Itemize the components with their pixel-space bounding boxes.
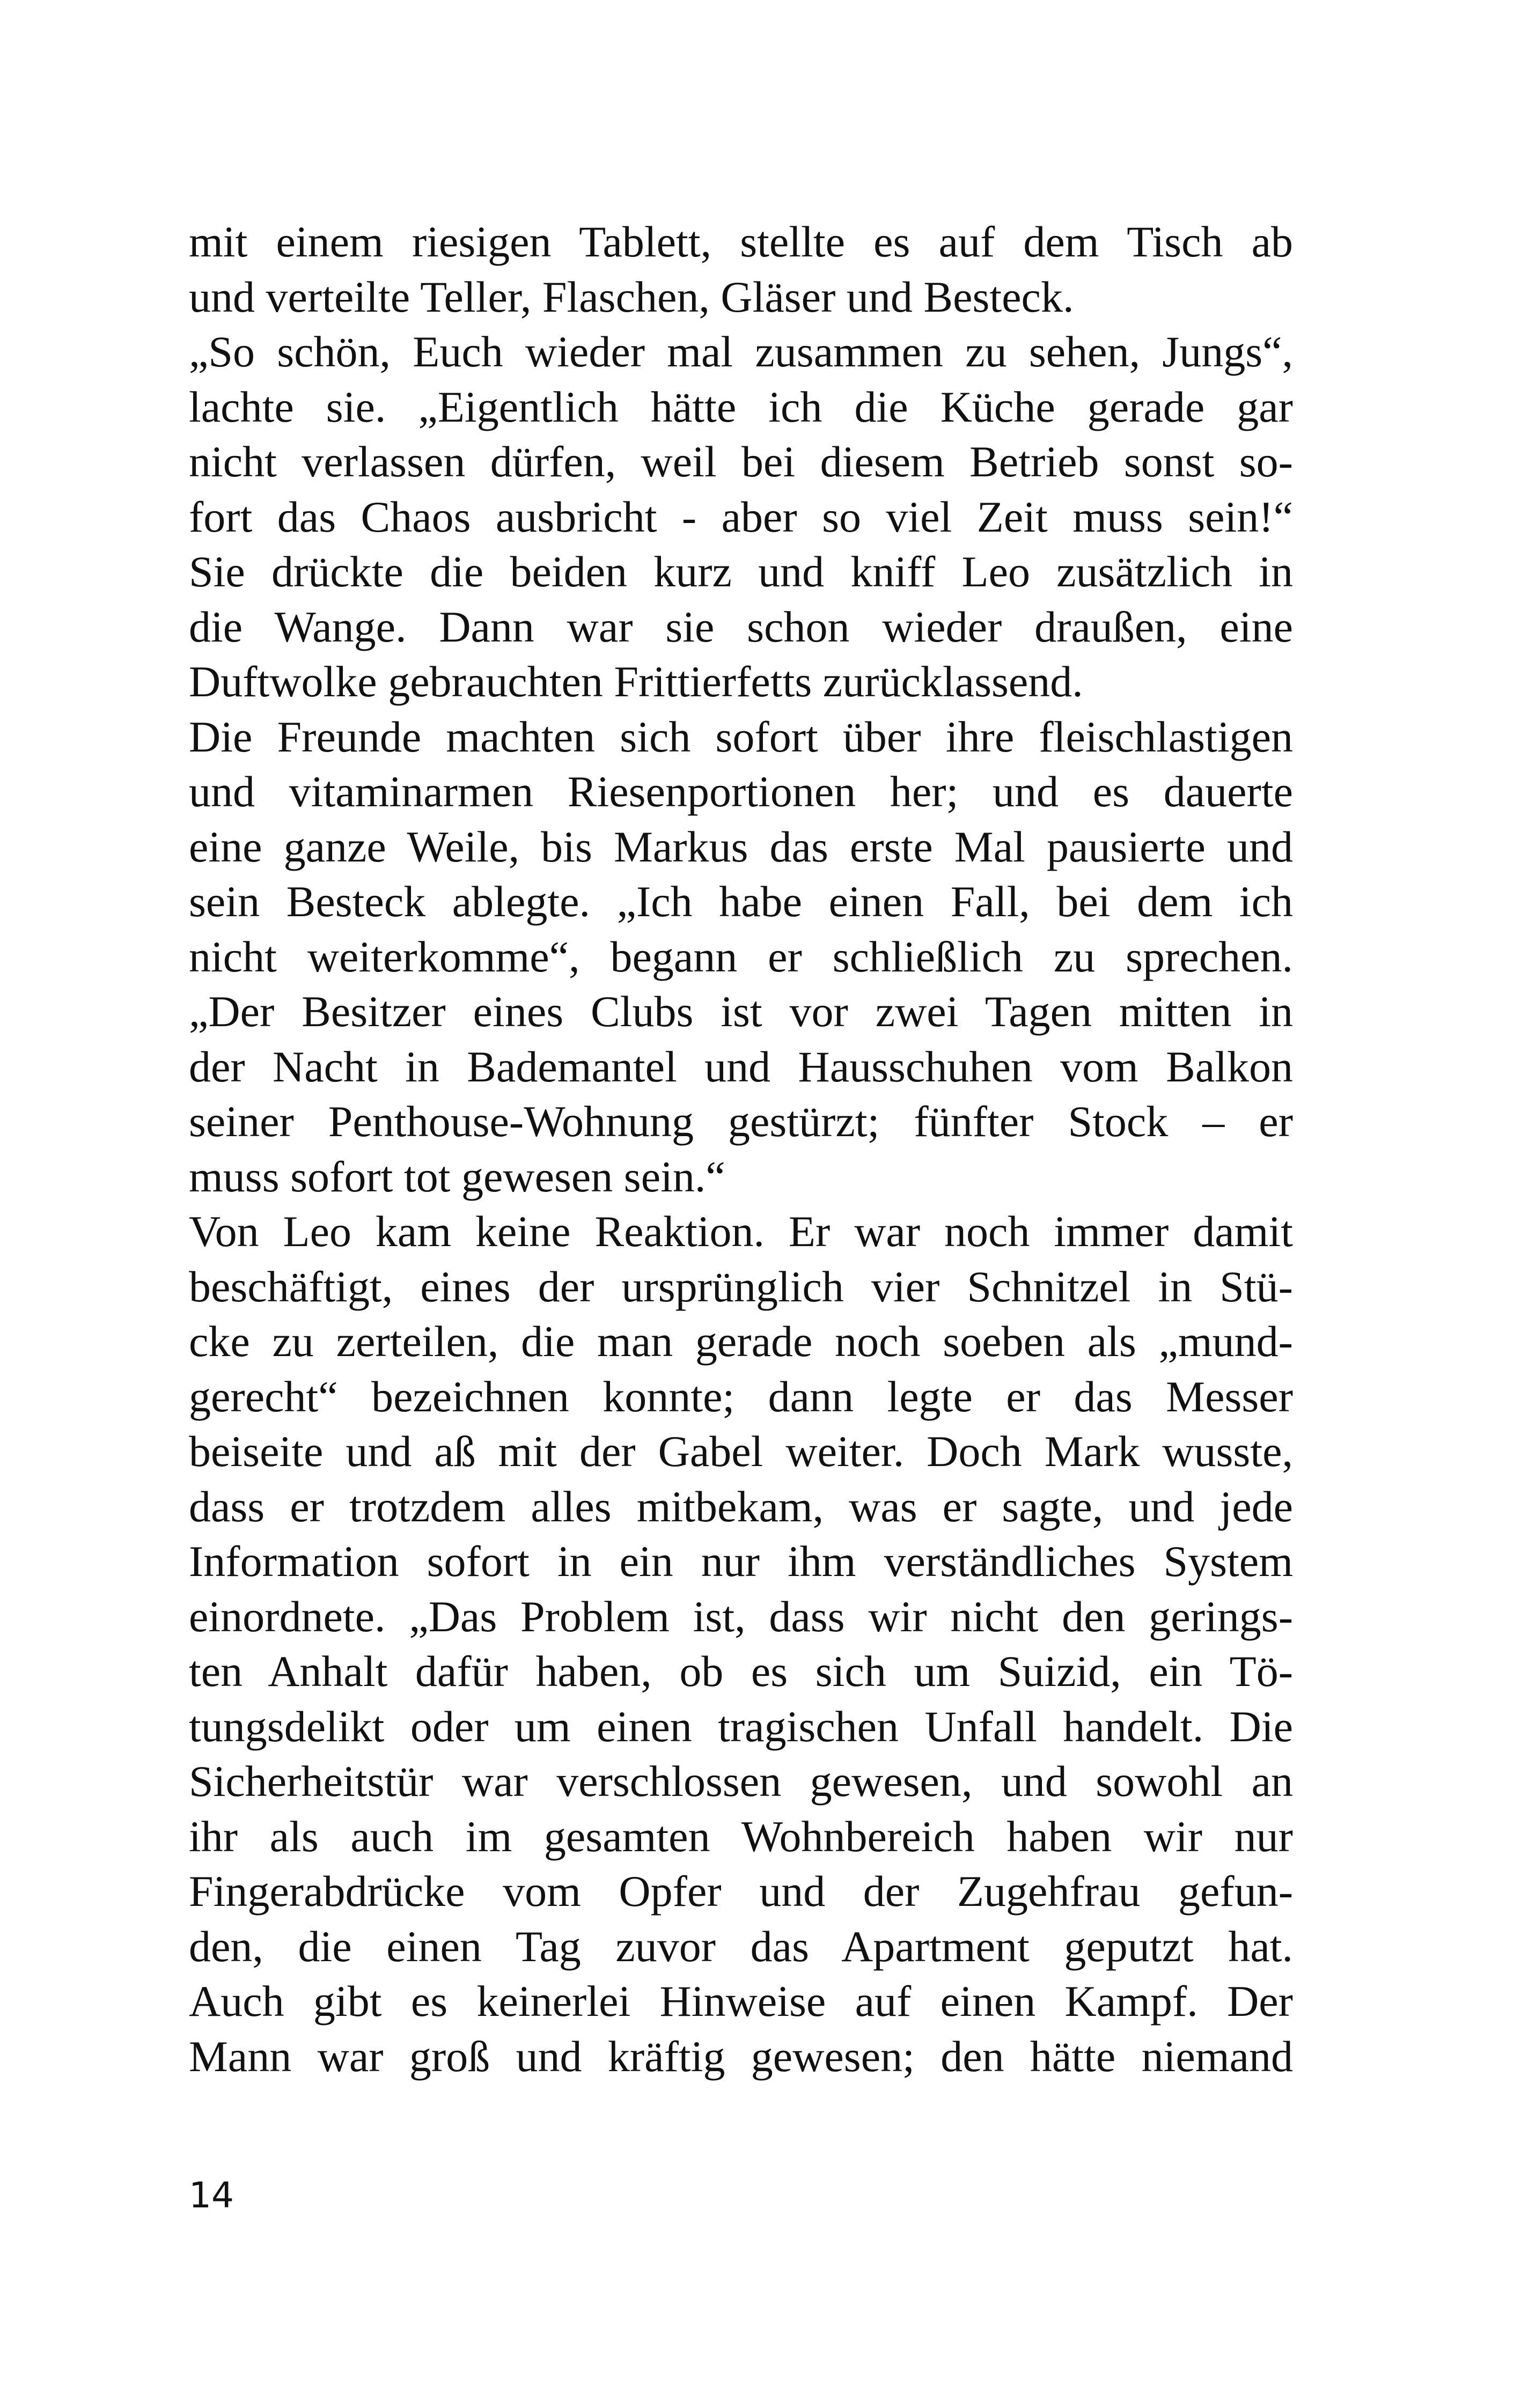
text-line: fort das Chaos ausbricht - aber so viel Zeit muss sein!“ [189, 492, 1293, 541]
text-line: Sie drückte die beiden kurz und kniff Leo zusätzlich in [189, 547, 1293, 596]
text-line: Fingerabdrücke vom Opfer und der Zugehfrau gefun- [189, 1867, 1293, 1916]
text-line: Information sofort in ein nur ihm verständliches System [189, 1537, 1293, 1586]
text-line: gerecht“ bezeichnen konnte; dann legte er das Messer [189, 1372, 1293, 1421]
text-line: Sicherheitstür war verschlossen gewesen, und sowohl an [189, 1757, 1293, 1806]
text-line: Die Freunde machten sich sofort über ihre fleischlastigen [189, 712, 1293, 761]
text-line: Duftwolke gebrauchten Frittierfetts zurücklassend. [189, 657, 1083, 706]
text-line: und verteilte Teller, Flaschen, Gläser und Besteck. [189, 272, 1074, 321]
text-line: dass er trotzdem alles mitbekam, was er sagte, und jede [189, 1482, 1293, 1531]
text-line: seiner Penthouse-Wohnung gestürzt; fünfter Stock – er [189, 1097, 1293, 1146]
text-line: muss sofort tot gewesen sein.“ [189, 1152, 725, 1201]
text-line: ten Anhalt dafür haben, ob es sich um Suizid, ein Tö- [189, 1647, 1293, 1696]
text-line: die Wange. Dann war sie schon wieder draußen, eine [189, 602, 1293, 651]
page-number: 14 [189, 2175, 234, 2216]
text-line: der Nacht in Bademantel und Hausschuhen vom Balkon [189, 1042, 1293, 1091]
text-line: ihr als auch im gesamten Wohnbereich haben wir nur [189, 1811, 1293, 1861]
text-line: und vitaminarmen Riesenportionen her; und es dauerte [189, 767, 1293, 816]
text-line: „So schön, Euch wieder mal zusammen zu sehen, Jungs“, [189, 327, 1293, 376]
text-line: tungsdelikt oder um einen tragischen Unfall handelt. Die [189, 1702, 1293, 1751]
text-line: einordnete. „Das Problem ist, dass wir nicht den gerings- [189, 1592, 1293, 1641]
text-line: nicht weiterkomme“, begann er schließlich zu sprechen. [189, 932, 1293, 981]
text-line: „Der Besitzer eines Clubs ist vor zwei Tagen mitten in [189, 987, 1293, 1036]
text-line: eine ganze Weile, bis Markus das erste Mal pausierte und [189, 822, 1293, 871]
text-line: Von Leo kam keine Reaktion. Er war noch immer damit [189, 1207, 1293, 1256]
text-line: den, die einen Tag zuvor das Apartment geputzt hat. [189, 1921, 1293, 1971]
text-line: sein Besteck ablegte. „Ich habe einen Fall, bei dem ich [189, 877, 1293, 926]
text-line: Auch gibt es keinerlei Hinweise auf einen Kampf. Der [189, 1977, 1293, 2026]
text-line: mit einem riesigen Tablett, stellte es auf dem Tisch ab [189, 217, 1293, 266]
text-line: beiseite und aß mit der Gabel weiter. Doch Mark wusste, [189, 1427, 1293, 1476]
text-line: nicht verlassen dürfen, weil bei diesem Betrieb sonst so- [189, 437, 1293, 486]
text-line: lachte sie. „Eigentlich hätte ich die Küche gerade gar [189, 382, 1293, 431]
text-line: beschäftigt, eines der ursprünglich vier Schnitzel in Stü- [189, 1262, 1293, 1311]
body-text [189, 215, 1293, 2084]
text-line: Mann war groß und kräftig gewesen; den hätte niemand [189, 2031, 1293, 2081]
text-line: cke zu zerteilen, die man gerade noch soeben als „mund- [189, 1317, 1293, 1366]
